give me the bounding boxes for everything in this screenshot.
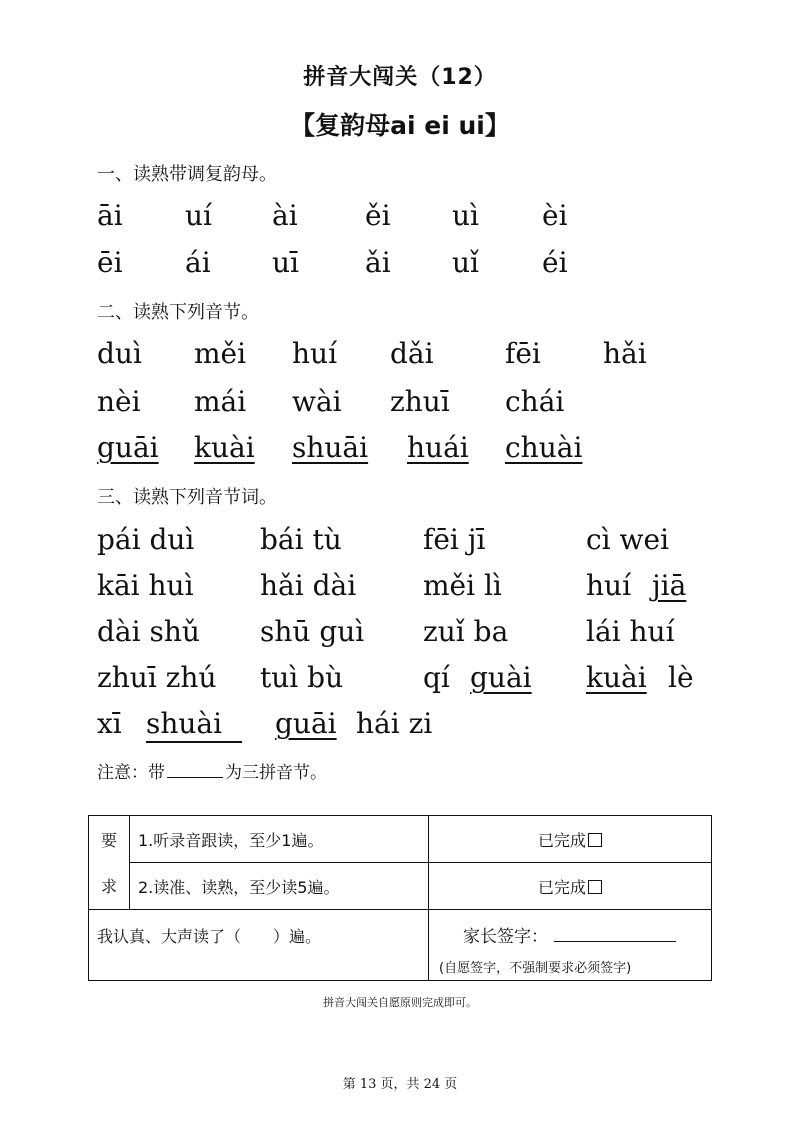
req-item-1: 1.听录音跟读，至少1遍。 [130,816,429,863]
s2-triple-syllable: guāi [97,431,159,464]
s1-item: uī [272,246,299,279]
req-done-1[interactable] [429,816,712,863]
section-1-heading: 一、读熟带调复韵母。 [97,164,277,185]
s3-word: tuì bù [260,661,344,694]
requirements-table [88,815,712,981]
s1-item: ěi [365,199,391,232]
s3-word: zhuī zhú [97,661,217,694]
note-suffix: 为三拼音节。 [225,763,327,783]
s3-triple-syllable: shuài [146,707,242,743]
s3-word: pái duì [97,523,195,556]
s2-syllable: nèi [97,385,141,418]
s1-item: ēi [97,246,123,279]
req-label-bottom: 求 [89,863,130,910]
req-item-2: 2.读准、读熟，至少读5遍。 [130,863,429,910]
s3-word: hái zi [356,707,433,740]
req-done-2[interactable] [429,863,712,910]
s3-word: qí [423,661,450,694]
s2-triple-syllable: chuài [505,431,583,464]
parent-sign-cell [429,910,712,981]
page-number: 第 13 页，共 24 页 [342,1077,458,1092]
done-label: 已完成 [537,830,586,850]
s3-word: bái tù [260,523,342,556]
s1-item: ái [185,246,211,279]
checkbox-icon[interactable] [588,880,602,894]
s2-syllable: měi [194,337,247,370]
s3-word: hǎi dài [260,569,357,602]
note-blank [167,763,223,778]
s3-word: lái huí [586,615,675,648]
s2-syllable: dǎi [390,337,434,370]
signature-line[interactable] [554,925,676,942]
s1-item: éi [542,246,568,279]
done-label: 已完成 [537,877,586,897]
checkbox-icon[interactable] [588,833,602,847]
s3-word: fēi jī [423,523,486,556]
section-3-heading: 三、读熟下列音节词。 [97,487,277,508]
s1-item: ài [272,199,298,232]
s1-item: uí [185,199,212,232]
s2-syllable: zhuī [390,385,450,418]
parent-sign-row [429,922,711,947]
s1-item: èi [542,199,568,232]
note-prefix: 注意：带 [97,763,165,783]
s2-syllable: hǎi [603,337,647,370]
read-count: 我认真、大声读了（ ）遍。 [89,910,429,981]
s3-word: lè [668,661,694,694]
s2-triple-syllable: kuài [194,431,255,464]
s3-word: dài shǔ [97,615,200,648]
s2-syllable: mái [194,385,247,418]
s3-triple-syllable: guāi [275,707,337,740]
s2-syllable: wài [292,385,342,418]
parent-sign-label: 家长签字： [463,927,548,947]
s3-word: xī [97,707,122,740]
s2-syllable: chái [505,385,565,418]
page-subtitle: 【复韵母ai ei ui】 [290,111,510,140]
s3-triple-syllable: jiā [652,569,687,602]
note [97,758,327,783]
section-2-heading: 二、读熟下列音节。 [97,302,259,323]
s3-word: měi lì [423,569,502,602]
req-label-top: 要 [89,816,130,863]
s3-word: shū guì [260,615,365,648]
s2-triple-syllable: shuāi [292,431,369,464]
sign-note: (自愿签字，不强制要求必须签字) [439,961,632,976]
s3-word: cì wei [586,523,670,556]
s1-item: uǐ [452,246,479,279]
s1-item: āi [97,199,123,232]
s3-triple-syllable: guài [470,661,532,694]
s3-triple-syllable: kuài [586,661,647,694]
s3-word: kāi huì [97,569,194,602]
page-title: 拼音大闯关（12） [303,65,497,90]
s2-syllable: huí [292,337,338,370]
s3-word: huí [586,569,632,602]
s3-word: zuǐ ba [423,615,509,648]
s1-item: uì [452,199,479,232]
s2-triple-syllable: huái [407,431,469,464]
footnote: 拼音大闯关自愿原则完成即可。 [323,996,477,1009]
s1-item: ǎi [365,246,391,279]
s2-syllable: duì [97,337,142,370]
s2-syllable: fēi [505,337,541,370]
